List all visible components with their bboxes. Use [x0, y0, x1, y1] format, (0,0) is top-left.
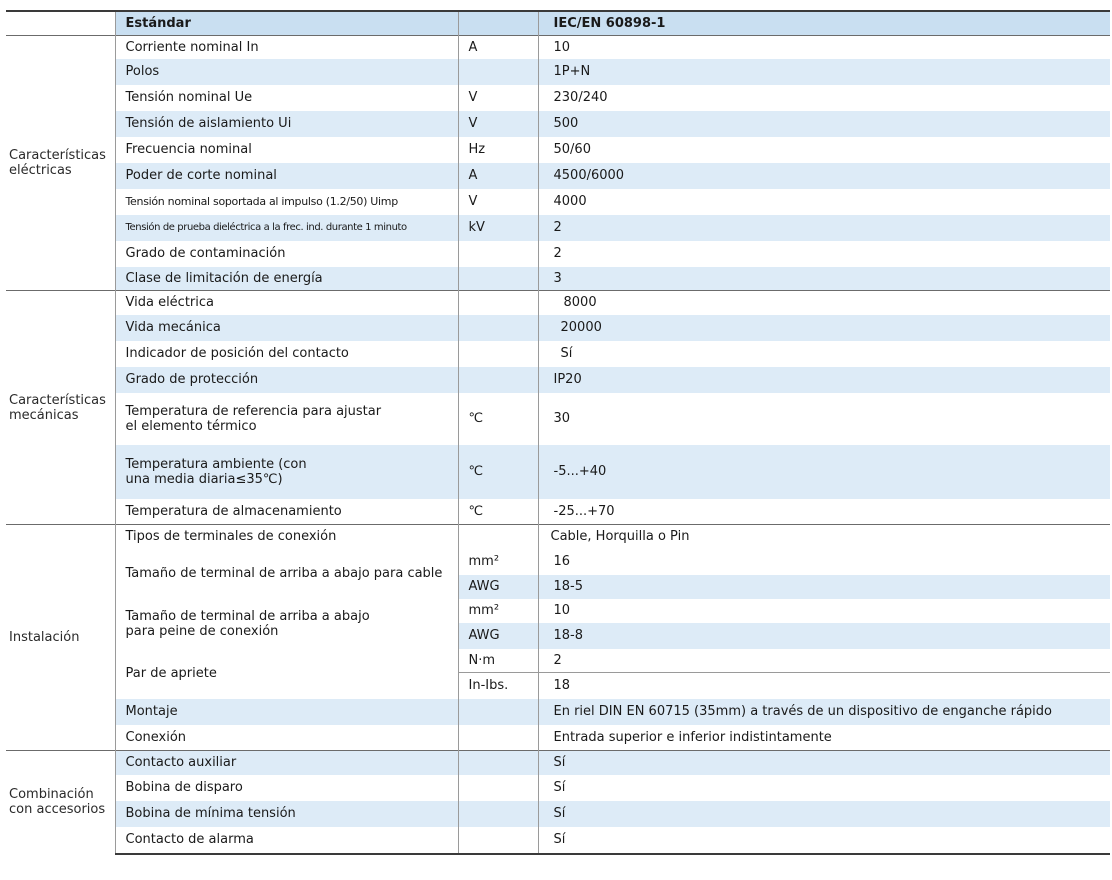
row-unit: V: [458, 111, 538, 137]
row-value: 18: [538, 673, 1110, 699]
table-row: [6, 549, 1110, 575]
row-unit: [458, 267, 538, 291]
row-label: Tensión de prueba dieléctrica a la frec. ind. durante 1 minuto: [115, 215, 458, 241]
row-unit: mm²: [458, 599, 538, 623]
row-value: Cable, Horquilla o Pin: [538, 525, 1110, 549]
section-accessories: Combinación con accesorios: [6, 751, 115, 854]
row-unit: [458, 827, 538, 854]
row-value: 230/240: [538, 85, 1110, 111]
row-label: Polos: [115, 59, 458, 85]
row-value: -5...+40: [538, 445, 1110, 499]
row-unit: Hz: [458, 137, 538, 163]
row-label: Par de apriete: [115, 649, 458, 699]
row-label: Tamaño de terminal de arriba a abajo para peine de conexión: [115, 599, 458, 649]
table-row: [6, 445, 1110, 499]
header-standard-label: Estándar: [115, 11, 458, 36]
table-row: [6, 36, 1110, 59]
table-row: [6, 775, 1110, 801]
row-unit: [458, 801, 538, 827]
table-row: [6, 699, 1110, 725]
row-value: Sí: [538, 775, 1110, 801]
table-row: [6, 341, 1110, 367]
row-label: Conexión: [115, 725, 458, 751]
row-label: Tensión nominal soportada al impulso (1.2/50) Uimp: [115, 189, 458, 215]
row-unit: A: [458, 36, 538, 59]
row-label: Poder de corte nominal: [115, 163, 458, 189]
table-row: [6, 827, 1110, 854]
table-row: [6, 241, 1110, 267]
table-row: [6, 525, 1110, 549]
row-value: 30: [538, 393, 1110, 445]
row-value: 18-5: [538, 575, 1110, 599]
row-value: 3: [538, 267, 1110, 291]
row-unit: ℃: [458, 393, 538, 445]
header-group-cell: [6, 11, 115, 36]
row-unit: V: [458, 189, 538, 215]
row-label: Bobina de mínima tensión: [115, 801, 458, 827]
table-row: [6, 751, 1110, 775]
table-row: [6, 599, 1110, 623]
section-mechanical: Características mecánicas: [6, 291, 115, 525]
row-unit: AWG: [458, 575, 538, 599]
row-value: Sí: [538, 341, 1110, 367]
section-installation: Instalación: [6, 525, 115, 751]
row-unit: [458, 725, 538, 751]
row-label: Tamaño de terminal de arriba a abajo para cable: [115, 549, 458, 599]
row-label: Tensión nominal Ue: [115, 85, 458, 111]
row-unit: In-Ibs.: [458, 673, 538, 699]
table-row: [6, 393, 1110, 445]
row-unit: [458, 699, 538, 725]
row-value: IP20: [538, 367, 1110, 393]
row-value: 4500/6000: [538, 163, 1110, 189]
table-row: [6, 267, 1110, 291]
row-unit: [458, 751, 538, 775]
row-unit: N·m: [458, 649, 538, 673]
specifications-table: [6, 10, 1110, 855]
row-label: Tensión de aislamiento Ui: [115, 111, 458, 137]
row-unit: mm²: [458, 549, 538, 575]
row-label: Contacto auxiliar: [115, 751, 458, 775]
row-value: -25...+70: [538, 499, 1110, 525]
row-label: Clase de limitación de energía: [115, 267, 458, 291]
row-unit: [458, 59, 538, 85]
row-unit: [458, 315, 538, 341]
row-unit: [458, 341, 538, 367]
header-row: [6, 11, 1110, 36]
header-unit-cell: [458, 11, 538, 36]
row-unit: kV: [458, 215, 538, 241]
row-label: Tipos de terminales de conexión: [115, 525, 458, 549]
row-value: 8000: [538, 291, 1110, 315]
row-label: Contacto de alarma: [115, 827, 458, 854]
table-row: [6, 291, 1110, 315]
row-label: Indicador de posición del contacto: [115, 341, 458, 367]
table-row: [6, 367, 1110, 393]
row-label: Corriente nominal In: [115, 36, 458, 59]
row-value: En riel DIN EN 60715 (35mm) a través de un dispositivo de enganche rápido: [538, 699, 1110, 725]
row-value: 2: [538, 215, 1110, 241]
row-unit: ℃: [458, 499, 538, 525]
row-unit: [458, 367, 538, 393]
row-unit: ℃: [458, 445, 538, 499]
table-row: [6, 315, 1110, 341]
row-unit: A: [458, 163, 538, 189]
table-row: [6, 499, 1110, 525]
table-row: [6, 59, 1110, 85]
header-standard-value: IEC/EN 60898-1: [538, 11, 1110, 36]
row-unit: [458, 525, 538, 549]
row-value: 1P+N: [538, 59, 1110, 85]
table-row: [6, 111, 1110, 137]
row-value: 500: [538, 111, 1110, 137]
row-value: Sí: [538, 827, 1110, 854]
row-value: Sí: [538, 801, 1110, 827]
table-row: [6, 137, 1110, 163]
row-unit: AWG: [458, 623, 538, 649]
row-label: Grado de contaminación: [115, 241, 458, 267]
row-label: Temperatura ambiente (con una media diaria≤35℃): [115, 445, 458, 499]
table-row: [6, 649, 1110, 673]
row-unit: V: [458, 85, 538, 111]
row-value: Entrada superior e inferior indistintamente: [538, 725, 1110, 751]
table-row: [6, 215, 1110, 241]
row-label: Vida mecánica: [115, 315, 458, 341]
row-value: Sí: [538, 751, 1110, 775]
row-value: 10: [538, 599, 1110, 623]
row-value: 10: [538, 36, 1110, 59]
row-label: Vida eléctrica: [115, 291, 458, 315]
table-row: [6, 725, 1110, 751]
row-label: Temperatura de almacenamiento: [115, 499, 458, 525]
table-row: [6, 85, 1110, 111]
row-value: 18-8: [538, 623, 1110, 649]
row-value: 4000: [538, 189, 1110, 215]
row-value: 2: [538, 241, 1110, 267]
row-label: Frecuencia nominal: [115, 137, 458, 163]
row-value: 20000: [538, 315, 1110, 341]
row-unit: [458, 291, 538, 315]
table-row: [6, 801, 1110, 827]
row-value: 16: [538, 549, 1110, 575]
row-label: Grado de protección: [115, 367, 458, 393]
row-value: 50/60: [538, 137, 1110, 163]
row-label: Bobina de disparo: [115, 775, 458, 801]
row-value: 2: [538, 649, 1110, 673]
section-electrical: Características eléctricas: [6, 36, 115, 291]
table-row: [6, 189, 1110, 215]
row-unit: [458, 241, 538, 267]
table-row: [6, 163, 1110, 189]
row-label: Temperatura de referencia para ajustar el elemento térmico: [115, 393, 458, 445]
row-unit: [458, 775, 538, 801]
row-label: Montaje: [115, 699, 458, 725]
